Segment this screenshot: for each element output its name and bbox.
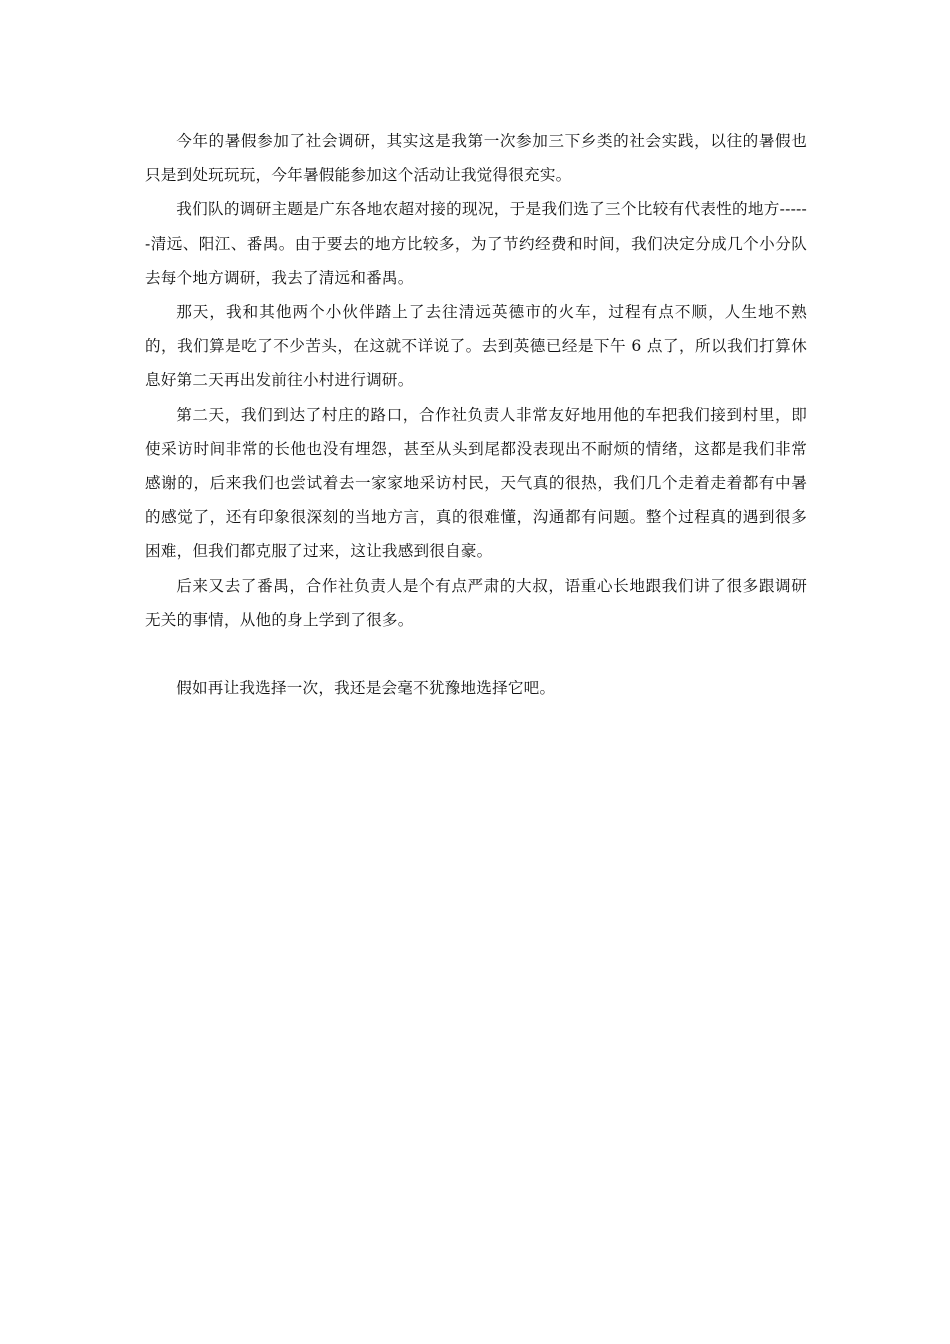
paragraph-3: 那天，我和其他两个小伙伴踏上了去往清远英德市的火车，过程有点不顺，人生地不熟的，我们算是吃了不少苦头，在这就不详说了。去到英德已经是下午 6 点了，所以我们打算休息好第二天再出发前往小村进行调研。 [145,303,807,390]
paragraph-1: 今年的暑假参加了社会调研，其实这是我第一次参加三下乡类的社会实践，以往的暑假也只是到处玩玩玩，今年暑假能参加这个活动让我觉得很充实。 [145,132,807,185]
paragraph-2: 我们队的调研主题是广东各地农超对接的现况，于是我们选了三个比较有代表性的地方------清远、阳江、番禺。由于要去的地方比较多，为了节约经费和时间，我们决定分成几个小分队去每个地方调研，我去了清远和番禺。 [145,200,807,287]
document-body [145,124,807,705]
paragraph-4: 第二天，我们到达了村庄的路口，合作社负责人非常友好地用他的车把我们接到村里，即使采访时间非常的长他也没有埋怨，甚至从头到尾都没表现出不耐烦的情绪，这都是我们非常感谢的，后来我们也尝试着去一家家地采访村民，天气真的很热，我们几个走着走着都有中暑的感觉了，还有印象很深刻的当地方言，真的很难懂，沟通都有问题。整个过程真的遇到很多困难，但我们都克服了过来，这让我感到很自豪。 [145,405,807,561]
paragraph-6: 假如再让我选择一次，我还是会毫不犹豫地选择它吧。 [176,679,556,698]
paragraph-5: 后来又去了番禺，合作社负责人是个有点严肃的大叔，语重心长地跟我们讲了很多跟调研无关的事情，从他的身上学到了很多。 [145,576,807,629]
